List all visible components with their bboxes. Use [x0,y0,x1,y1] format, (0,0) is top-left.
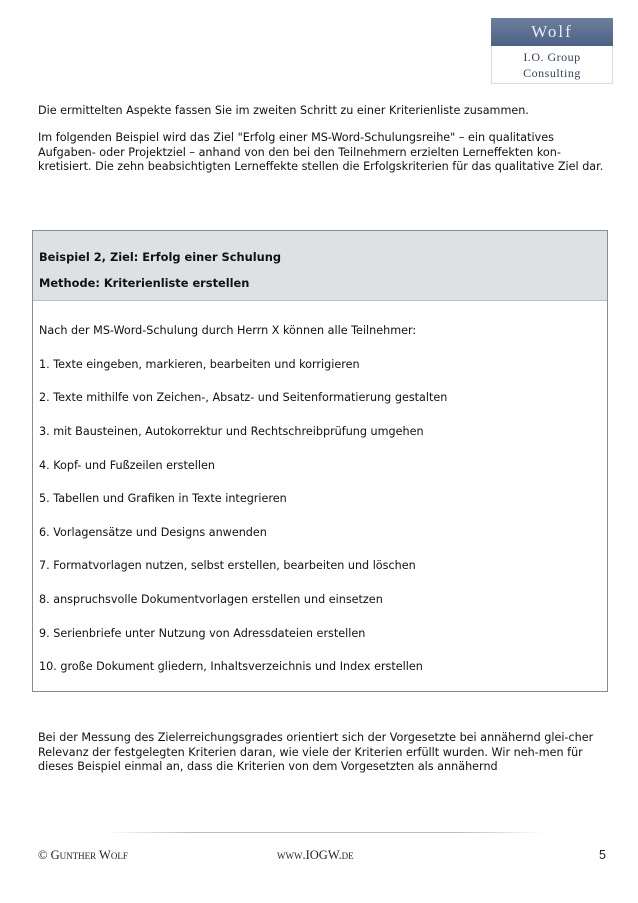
criteria-item: 9. Serienbriefe unter Nutzung von Adressdateien erstellen [39,627,366,640]
intro-paragraph-2: Im folgenden Beispiel wird das Ziel "Erfolg einer MS-Word-Schulungsreihe" – ein qualitatives Aufgaben- oder Projektziel – anhand von den bei den Teilnehmern erzielten Lerneffekten kon-kretisiert. Die zehn beabsichtigten Lerneffekte stellen die Erfolgskriterien für das qualitative Ziel dar. [38,131,604,174]
page-number: 5 [599,848,606,862]
footer-copyright: © Gunther Wolf [38,848,128,862]
criteria-item: 8. anspruchsvolle Dokumentvorlagen erstellen und einsetzen [39,593,383,606]
example-box-header [33,231,607,301]
footer-divider [105,832,545,833]
method-heading: Methode: Kriterienliste erstellen [39,276,250,290]
criteria-item: 10. große Dokument gliedern, Inhaltsverzeichnis und Index erstellen [39,660,423,673]
logo-line-2: Consulting [523,66,581,80]
logo-wordmark: Wolf [491,18,613,46]
example-box [32,230,608,692]
closing-paragraph: Bei der Messung des Zielerreichungsgrades orientiert sich der Vorgesetzte bei annähernd glei-cher Relevanz der festgelegten Kriterien daran, wie viele der Kriterien erfüllt wurden. Wir neh-men für dieses Beispiel einmal an, dass die Kriterien von dem Vorgesetzten als annähernd [38,731,594,774]
criteria-item: 5. Tabellen und Grafiken in Texte integrieren [39,492,287,505]
criteria-item: 2. Texte mithilfe von Zeichen-, Absatz- und Seitenformatierung gestalten [39,391,448,404]
criteria-item: 6. Vorlagensätze und Designs anwenden [39,526,267,539]
footer-website: www.IOGW.de [277,848,354,862]
example-heading: Beispiel 2, Ziel: Erfolg einer Schulung [39,250,281,264]
logo-subtitle [491,46,613,84]
criteria-item: 7. Formatvorlagen nutzen, selbst erstellen, bearbeiten und löschen [39,559,416,572]
criteria-item: 4. Kopf- und Fußzeilen erstellen [39,459,215,472]
criteria-item: 3. mit Bausteinen, Autokorrektur und Rechtschreibprüfung umgehen [39,425,424,438]
intro-paragraph-1: Die ermittelten Aspekte fassen Sie im zweiten Schritt zu einer Kriterienliste zusammen. [38,104,529,117]
criteria-lead: Nach der MS-Word-Schulung durch Herrn X können alle Teilnehmer: [39,324,417,337]
logo-line-1: I.O. Group [523,50,581,64]
criteria-item: 1. Texte eingeben, markieren, bearbeiten und korrigieren [39,358,360,371]
company-logo [491,18,613,84]
